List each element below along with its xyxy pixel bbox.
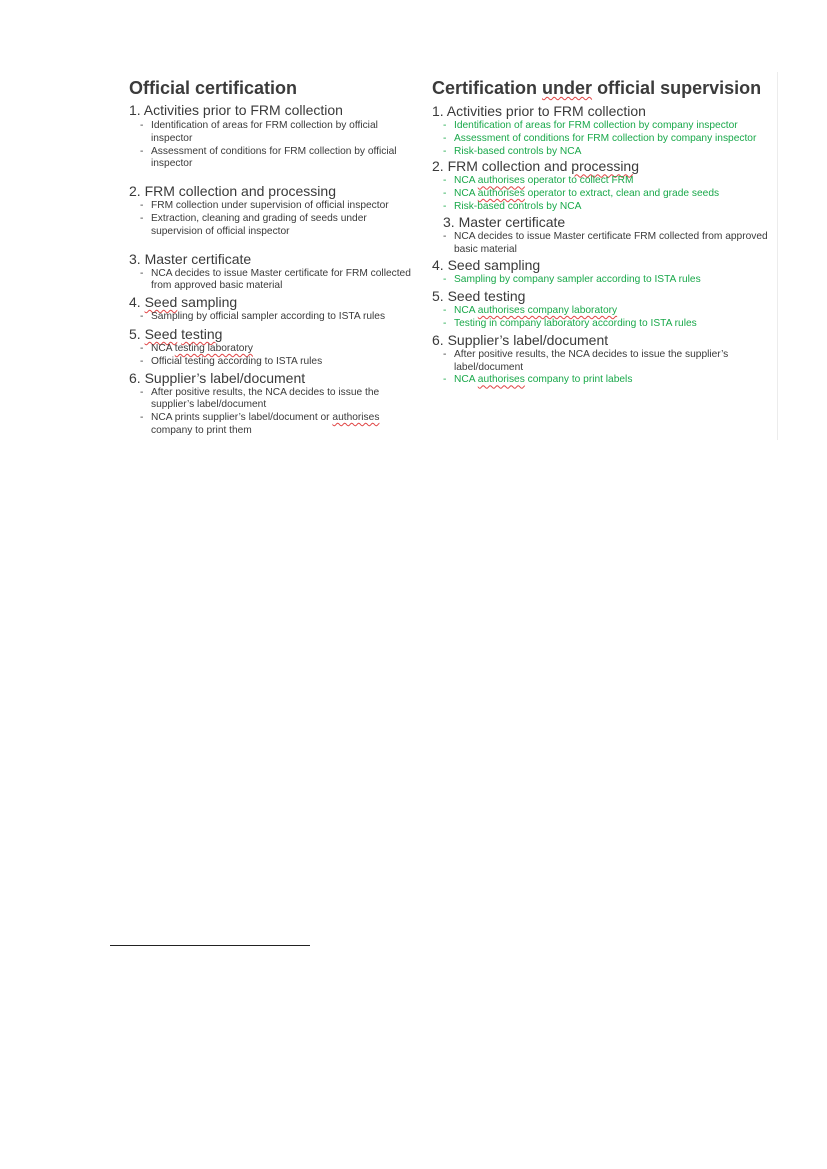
left-section-2 — [129, 183, 414, 238]
left-section-3-title: 3. Master certificate — [129, 250, 252, 267]
right-section-6-title: 6. Supplier’s label/document — [432, 331, 609, 348]
right-section-2-title: 2. FRM collection and processing — [432, 158, 639, 175]
left-section-5-title: 5. Seed testing — [129, 325, 223, 342]
left-section-4 — [129, 294, 414, 324]
right-section-4-title: 4. Seed sampling — [432, 257, 541, 274]
right-s5-item-1: - NCA authorises company laboratory — [443, 305, 618, 317]
right-s6-item-2: - NCA authorises company to print labels — [443, 374, 633, 386]
left-s2-item-2: - Extraction, cleaning and grading of seeds under supervision of official inspector — [140, 212, 367, 237]
right-s6-item-1: - After positive results, the NCA decides to issue the supplier’s label/document — [443, 348, 729, 373]
right-section-4 — [432, 257, 772, 287]
right-s2-item-1: - NCA authorises operator to collect FRM — [443, 175, 634, 187]
left-s1-item-1: - Identification of areas for FRM collection by official inspector — [140, 120, 378, 144]
right-section-1-title: 1. Activities prior to FRM collection — [432, 103, 646, 119]
right-section-5-title: 5. Seed testing — [432, 288, 526, 305]
left-section-5 — [129, 326, 414, 369]
left-s4-item-1: - Sampling by official sampler according to ISTA rules — [140, 311, 386, 323]
supervised-certification-column — [432, 76, 772, 387]
official-certification-column — [129, 76, 414, 438]
left-section-6 — [129, 370, 414, 438]
left-s6-item-2: - NCA prints supplier’s label/document or authorises company to print them — [140, 412, 380, 436]
right-section-3 — [432, 214, 772, 257]
right-s5-item-2: - Testing in company laboratory according to ISTA rules — [443, 317, 697, 329]
left-s6-item-1: - After positive results, the NCA decides to issue the supplier’s label/document — [140, 386, 380, 411]
right-s3-item-1: - NCA decides to issue Master certificate FRM collected from approved basic material — [443, 230, 768, 255]
column-divider — [777, 72, 778, 440]
left-section-6-title: 6. Supplier’s label/document — [129, 369, 306, 386]
right-section-3-title: 3. Master certificate — [443, 213, 566, 230]
right-column-title: Certification under official supervision — [432, 78, 762, 98]
left-section-2-title: 2. FRM collection and processing — [129, 183, 336, 200]
left-s1-item-2: - Assessment of conditions for FRM collection by official inspector — [140, 145, 397, 170]
right-s1-item-1: - Identification of areas for FRM collection by company inspector — [443, 120, 738, 131]
left-section-4-title: 4. Seed sampling — [129, 294, 238, 311]
right-section-6 — [432, 332, 772, 387]
left-section-3 — [129, 251, 414, 294]
left-s2-item-1: - FRM collection under supervision of official inspector — [140, 200, 389, 212]
left-s5-item-2: - Official testing according to ISTA rules — [140, 355, 323, 367]
right-s4-item-1: - Sampling by company sampler according to ISTA rules — [443, 274, 701, 286]
right-section-5 — [432, 288, 772, 331]
right-s1-item-2: - Assessment of conditions for FRM collection by company inspector — [443, 132, 757, 144]
left-s5-item-1: - NCA testing laboratory — [140, 342, 253, 354]
left-section-1-title: 1. Activities prior to FRM collection — [129, 102, 343, 118]
right-section-1 — [432, 103, 772, 158]
right-s2-item-2: - NCA authorises operator to extract, clean and grade seeds — [443, 188, 720, 200]
footnote-separator — [110, 945, 310, 946]
left-column-title: Official certification — [129, 78, 298, 98]
left-s3-item-1: - NCA decides to issue Master certificate for FRM collected from approved basic material — [140, 267, 411, 292]
left-section-1 — [129, 102, 414, 171]
right-s2-item-3: - Risk-based controls by NCA — [443, 200, 582, 212]
right-section-2 — [432, 158, 772, 213]
right-s1-item-3: - Risk-based controls by NCA — [443, 145, 582, 157]
